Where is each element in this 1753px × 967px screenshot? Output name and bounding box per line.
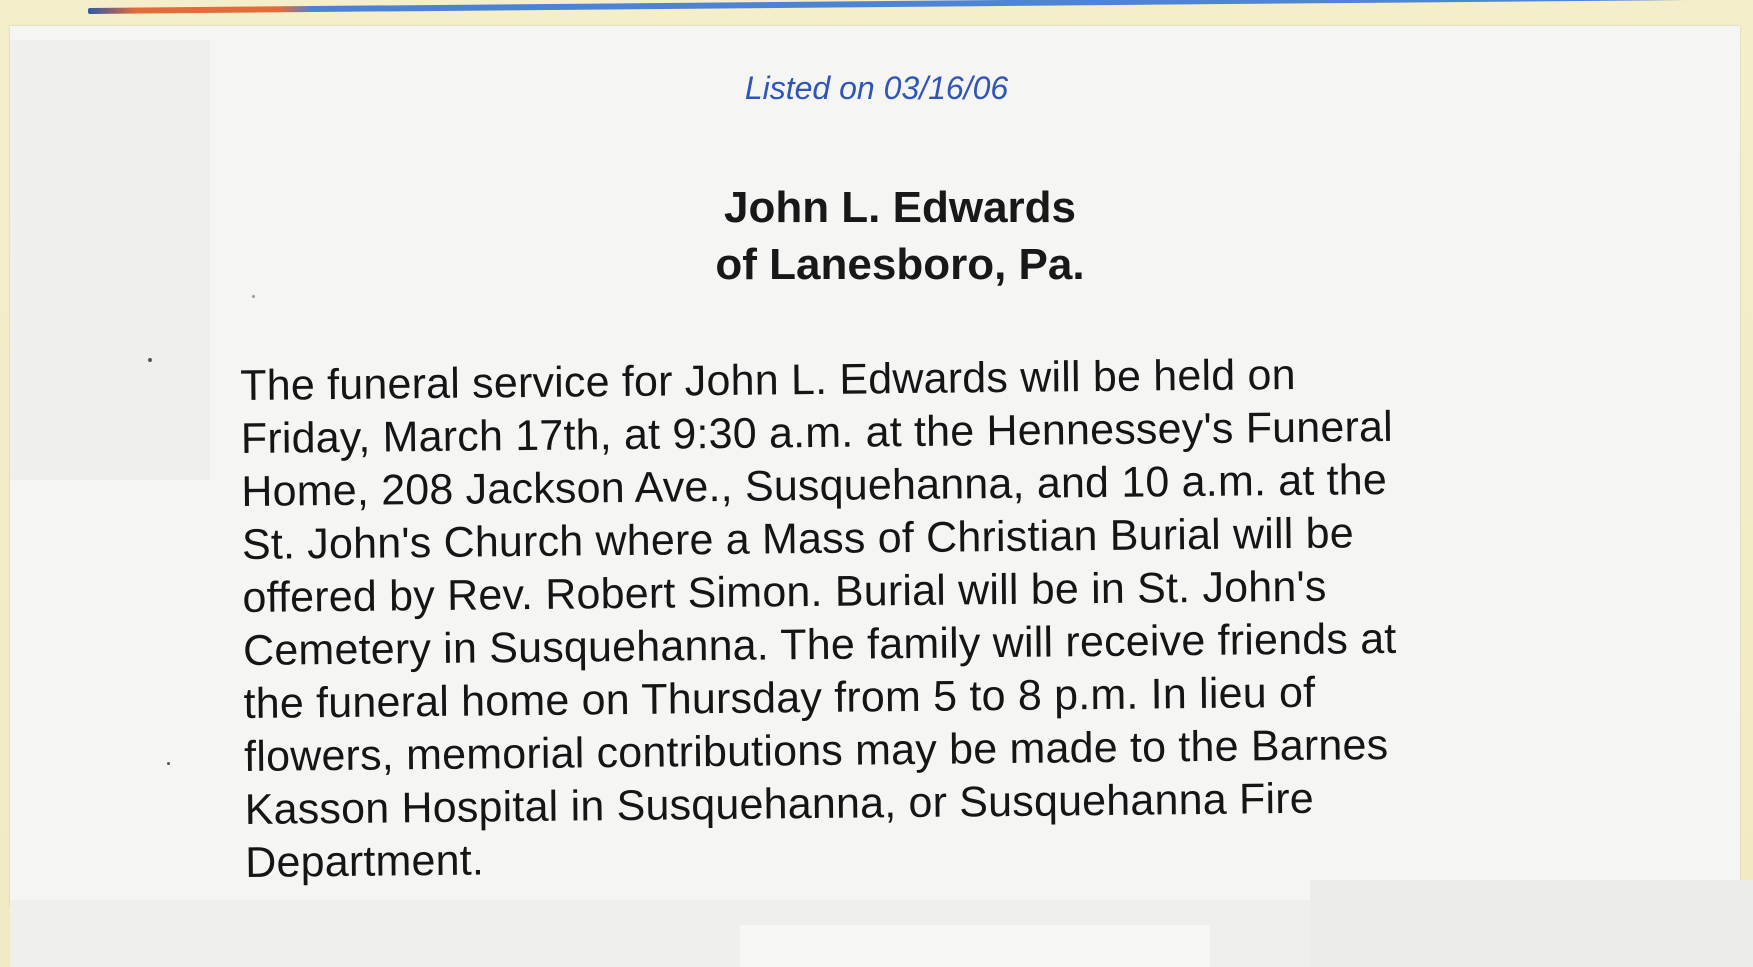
body-line: St. John's Church where a Mass of Christian Burial will be xyxy=(241,509,1355,569)
body-line: Department. xyxy=(245,836,485,887)
body-line: the funeral home on Thursday from 5 to 8 p.m. In lieu of xyxy=(243,668,1316,728)
listed-date: Listed on 03/16/06 xyxy=(744,70,1009,106)
obituary-body xyxy=(240,346,1585,890)
torn-paper-tab xyxy=(740,925,1210,967)
scan-speck xyxy=(167,762,170,765)
body-line: The funeral service for John L. Edwards will be held on xyxy=(240,350,1296,410)
body-line: Home, 208 Jackson Ave., Susquehanna, and 10 a.m. at the xyxy=(241,455,1388,516)
body-line: Kasson Hospital in Susquehanna, or Susquehanna Fire xyxy=(244,774,1315,834)
body-line: flowers, memorial contributions may be made to the Barnes xyxy=(243,720,1389,781)
paper-bottom-right-edge xyxy=(1310,880,1753,967)
scan-speck xyxy=(252,295,255,298)
obituary-location: of Lanesboro, Pa. xyxy=(715,240,1085,289)
scan-speck xyxy=(148,358,152,362)
body-line: Cemetery in Susquehanna. The family will receive friends at xyxy=(242,614,1397,675)
obituary-name: John L. Edwards xyxy=(723,183,1077,232)
body-line: Friday, March 17th, at 9:30 a.m. at the Hennessey's Funeral xyxy=(240,402,1394,463)
body-line: offered by Rev. Robert Simon. Burial will be in St. John's xyxy=(242,562,1327,622)
